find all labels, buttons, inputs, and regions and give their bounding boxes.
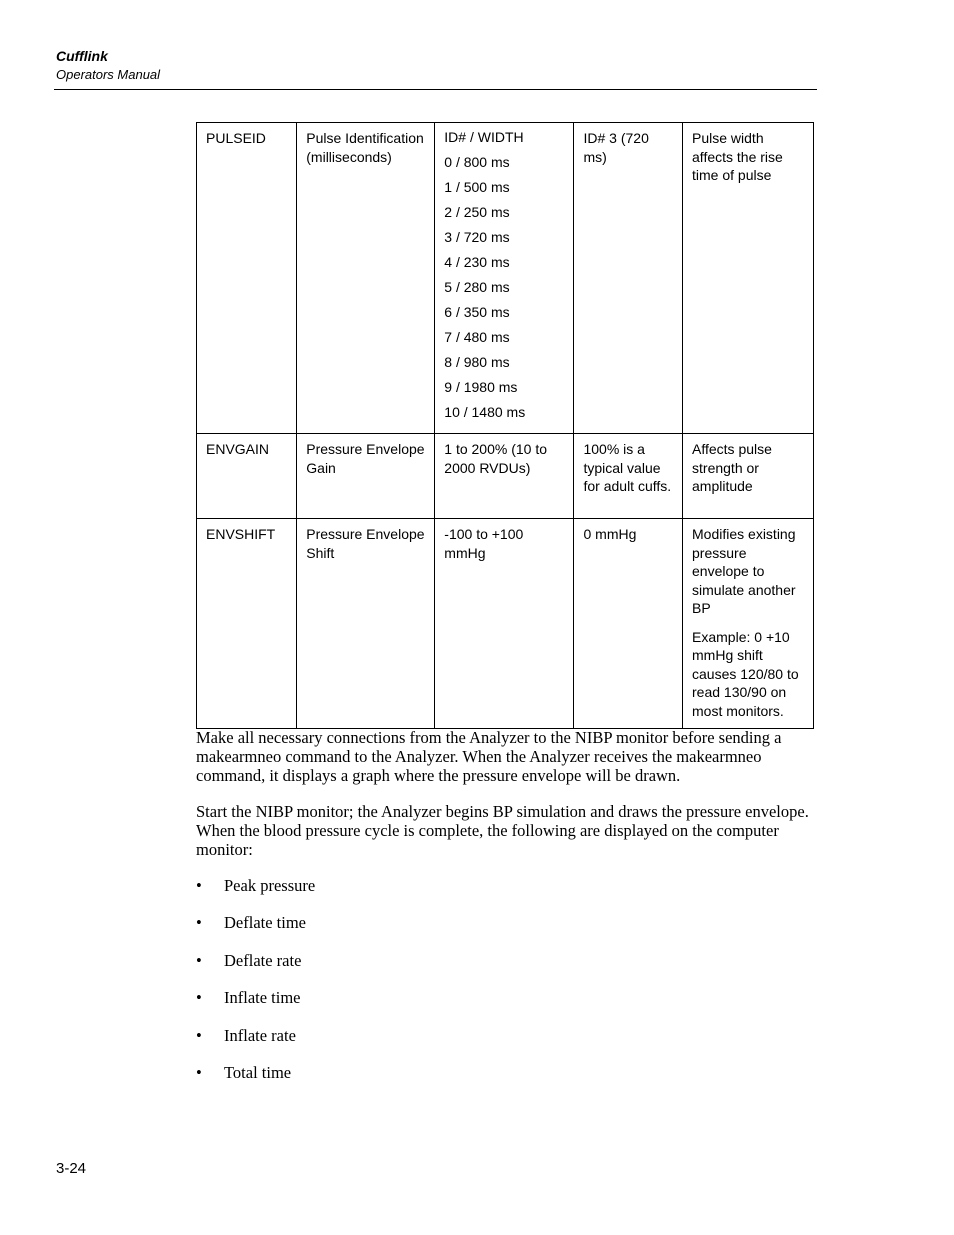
param-description: Pressure Envelope Gain: [297, 434, 435, 519]
document-subtitle: Operators Manual: [56, 67, 161, 82]
param-description: Pressure Envelope Shift: [297, 519, 435, 729]
param-range: 1 to 200% (10 to 2000 RVDUs): [435, 434, 574, 519]
list-item-label: Inflate time: [224, 988, 301, 1008]
param-description: Pulse Identification (milliseconds): [297, 123, 435, 434]
page-number: 3-24: [56, 1160, 87, 1177]
list-item: [196, 1063, 315, 1100]
id-width-header: ID# / WIDTH: [444, 129, 524, 145]
param-range: [435, 123, 574, 434]
list-item: 10 / 1480 ms: [444, 404, 526, 420]
param-notes: Pulse width affects the rise time of pulse: [683, 123, 814, 434]
list-item-label: Deflate time: [224, 913, 307, 933]
list-item: [196, 951, 315, 988]
param-range: -100 to +100 mmHg: [435, 519, 574, 729]
header-divider: [54, 89, 817, 90]
list-item: 6 / 350 ms: [444, 304, 510, 320]
param-default: 0 mmHg: [574, 519, 683, 729]
param-notes: [683, 519, 814, 729]
displayed-values-list: [196, 876, 315, 1100]
list-item: 2 / 250 ms: [444, 204, 510, 220]
bullet-icon: •: [196, 1062, 202, 1082]
param-notes: Affects pulse strength or amplitude: [683, 434, 814, 519]
param-default: ID# 3 (720 ms): [574, 123, 683, 434]
instruction-paragraph: Make all necessary connections from the Analyzer to the NIBP monitor before sending a makearmneo command to the Analyzer. When the Analyzer receives the makearmneo command, it displays a graph where the pressure envelope will be drawn.: [196, 728, 782, 785]
list-item: [196, 1026, 315, 1063]
param-name: ENVGAIN: [197, 434, 297, 519]
table-row: [197, 519, 814, 729]
list-item: [196, 913, 315, 950]
parameter-table: [196, 122, 814, 729]
list-item: 8 / 980 ms: [444, 354, 510, 370]
table-row: [197, 123, 814, 434]
list-item-label: Peak pressure: [224, 876, 316, 895]
bullet-icon: •: [196, 1025, 202, 1045]
list-item: 9 / 1980 ms: [444, 379, 518, 395]
list-item-label: Inflate rate: [224, 1025, 296, 1045]
list-item: [196, 988, 315, 1025]
list-item: 1 / 500 ms: [444, 179, 510, 195]
bullet-icon: •: [196, 950, 202, 970]
id-width-list: [444, 125, 564, 425]
list-item: 0 / 800 ms: [444, 154, 510, 170]
list-item: 7 / 480 ms: [444, 329, 510, 345]
list-item: 3 / 720 ms: [444, 229, 510, 245]
list-item: 5 / 280 ms: [444, 279, 510, 295]
param-default: 100% is a typical value for adult cuffs.: [574, 434, 683, 519]
notes-example: Example: 0 +10 mmHg shift causes 120/80 to read 130/90 on most monitors.: [692, 628, 799, 719]
page-header: [56, 47, 816, 84]
document-title: Cufflink: [56, 48, 108, 64]
list-item-label: Total time: [224, 1062, 292, 1082]
notes-text: Modifies existing pressure envelope to simulate another BP: [692, 526, 796, 616]
bullet-icon: •: [196, 988, 202, 1008]
param-name: ENVSHIFT: [197, 519, 297, 729]
bullet-icon: •: [196, 876, 202, 895]
list-item-label: Deflate rate: [224, 950, 302, 970]
param-name: PULSEID: [197, 123, 297, 434]
table-row: [197, 434, 814, 519]
bullet-icon: •: [196, 913, 202, 933]
list-item: 4 / 230 ms: [444, 254, 510, 270]
list-item: [196, 876, 315, 913]
instruction-paragraph: Start the NIBP monitor; the Analyzer begins BP simulation and draws the pressure envelope. When the blood pressure cycle is complete, the following are displayed on the computer monitor:: [196, 802, 809, 859]
